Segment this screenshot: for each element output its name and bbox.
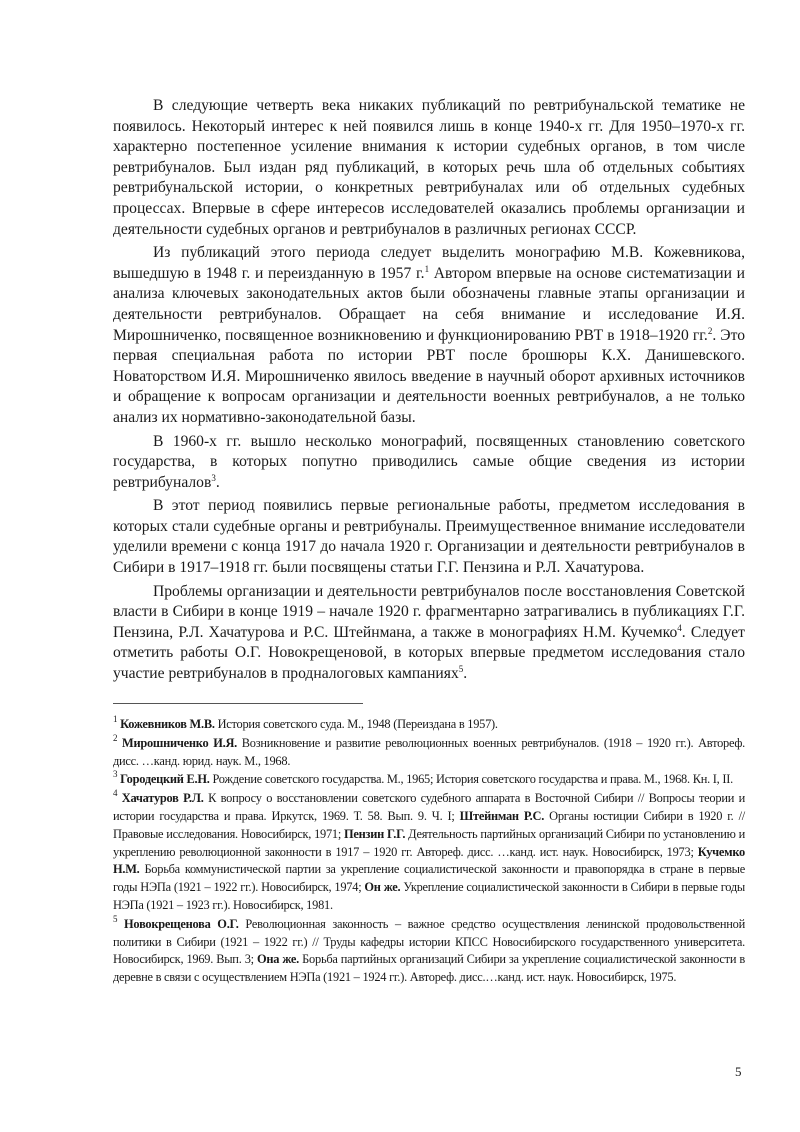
footnote-author: Новокрещенова О.Г. [124, 916, 239, 931]
footnote-ref[interactable]: 4 [677, 622, 682, 633]
footnote-number: 3 [113, 769, 118, 780]
footnote-text: История советского суда. М., 1948 (Переиздана в 1957). [214, 717, 498, 731]
footnote-author: Городецкий Е.Н. [120, 772, 210, 787]
footnote-number: 4 [113, 788, 118, 799]
paragraph-text: В следующие четверть века никаких публикаций по ревтрибунальской тематике не появилось. Некоторый интерес к ней появился лишь в конце 1940-х гг. Для 1950–1970-х гг. характерно постепенное усиление внимания к истории судебных органов, в том числе ревтрибуналов. Был издан ряд публикаций, в которых речь шла об отдельных событиях ревтрибунальской истории, о конкретных ревтрибуналах или об отдельных судебных процессах. Впервые в сфере интересов исследователей оказались проблемы организации и деятельности судебных органов и ревтрибуналов в различных регионах СССР. [113, 97, 745, 238]
paragraph [113, 582, 745, 685]
footnote-ref[interactable]: 5 [458, 664, 464, 675]
footnote-text: Деятельность партийных организаций Сибири по установлению и укреплению революционной законности в 1917 – 1920 гг. Автореф. дисс. …канд. ист. наук. Новосибирск, 1973; [113, 826, 745, 859]
paragraph-text: . Это первая специальная работа по истории РВТ после брошюры К.Х. Данишевского. Новаторством И.Я. Мирошниченко явилось введение в научный оборот архивных источников и обращение к вопросам организации и деятельности военных ревтрибуналов, а не только анализ их нормативно-законодательной базы. [113, 326, 745, 426]
footnote-text: Органы юстиции Сибири в 1920 г. // Правовые исследования. Новосибирск, 1971; [113, 808, 745, 841]
paragraph-text: Из публикаций этого периода следует выделить монографию М.В. Кожевникова, вышедшую в 1948 г. и переизданную в 1957 г. [113, 244, 745, 282]
footnote-author: Кожевников М.В. [120, 717, 215, 731]
footnote-author: Он же. [364, 880, 401, 895]
footnote-text: Возникновение и развитие революционных военных ревтрибуналов. (1918 – 1920 гг.). Автореф. дисс. …канд. юрид. наук. М., 1968. [113, 735, 745, 768]
footnote-number: 5 [113, 913, 118, 924]
paragraph-text: . [463, 665, 468, 683]
footnote [113, 790, 745, 915]
footnote-text: Борьба партийных организаций Сибири за укрепление социалистической законности в деревне в связи с осуществлением НЭПа (1921 – 1924 гг.). Автореф. дисс.…канд. ист. наук. Новосибирск, 1975. [113, 952, 745, 985]
footnote-text: Борьба коммунистической партии за укрепление социалистической законности и правопорядка в стране в первые годы НЭПа (1921 – 1922 гг.). Новосибирск, 1974; [113, 862, 745, 895]
page-number: 5 [735, 1064, 742, 1079]
footnote-author: Она же. [256, 952, 300, 967]
footnote-ref[interactable]: 3 [211, 472, 216, 483]
paragraph-text: В 1960-х гг. вышло несколько монографий, посвященных становлению советского государства, в которых попутно приводились самые общие сведения из истории ревтрибуналов [113, 432, 745, 491]
footnote-author: Пензин Г.Г. [344, 826, 406, 841]
paragraph [113, 96, 745, 240]
paragraph [113, 432, 745, 494]
footnote-text: Революционная законность – важное средство осуществления ленинской продовольственной политики в Сибири (1921 – 1922 гг.) // Труды кафедры истории КПСС Новосибирского государственного университета. Новосибирск, 1969. Вып. 3; [113, 916, 745, 967]
paragraph-text: . Следует отметить работы О.Г. Новокрещеновой, в которых впервые предметом исследования стало участие ревтрибуналов в продналоговых кампаниях [113, 623, 745, 683]
footnote [113, 732, 745, 771]
paragraph-text: В этот период появились первые региональные работы, предметом исследования в которых стали судебные органы и ревтрибуналы. Преимущественное внимание исследователи уделили времени с конца 1917 до начала 1920 г. Организации и деятельности ревтрибуналов в Сибири в 1917–1918 гг. были посвящены статьи Г.Г. Пензина и Р.Л. Хачатурова. [113, 497, 745, 577]
footnote-number: 2 [113, 732, 118, 743]
footnote-author: Кучемко Н.М. [113, 844, 745, 877]
footnote-text: Рождение советского государства. М., 1965; История советского государства и права. М., 1968. Кн. I, II. [209, 772, 733, 787]
main-text [113, 96, 745, 685]
footnote-ref[interactable]: 1 [424, 263, 430, 274]
footnote-text: К вопросу о восстановлении советского судебного аппарата в Восточной Сибири // Вопросы теории и истории государства и права. Иркутск, 1969. Т. 58. Вып. 9. Ч. I; [113, 791, 745, 823]
paragraph [113, 243, 745, 428]
footnotes [113, 716, 745, 988]
footnote-separator [113, 703, 363, 704]
footnote-author: Мирошниченко И.Я. [122, 735, 238, 750]
paragraph [113, 496, 745, 578]
footnote [113, 716, 745, 734]
footnote-number: 1 [113, 714, 118, 724]
paragraph-text: . [215, 473, 220, 491]
footnote-ref[interactable]: 2 [707, 325, 713, 336]
footnote-author: Штейнман Р.С. [459, 808, 545, 823]
footnote [113, 913, 745, 987]
footnote-author: Хачатуров Р.Л. [121, 791, 204, 806]
paragraph-text: Автором впервые на основе систематизации и анализа ключевых законодательных актов были обозначены главные этапы организации и деятельности ревтрибуналов. Обращает на себя внимание и исследование И.Я. Мирошниченко, посвященное возникновению и функционированию РВТ в 1918–1920 гг. [113, 264, 745, 344]
paragraph-text: Проблемы организации и деятельности ревтрибуналов после восстановления Советской власти в Сибири в конце 1919 – начале 1920 г. фрагментарно затрагивались в публикациях Г.Г. Пензина, Р.Л. Хачатурова и Р.С. Штейнмана, а также в монографиях Н.М. Кучемко [113, 582, 745, 641]
footnote-text: Укрепление социалистической законности в Сибири в первые годы НЭПа (1921 – 1923 гг.). Новосибирск, 1981. [113, 880, 746, 912]
footnote [113, 771, 745, 789]
